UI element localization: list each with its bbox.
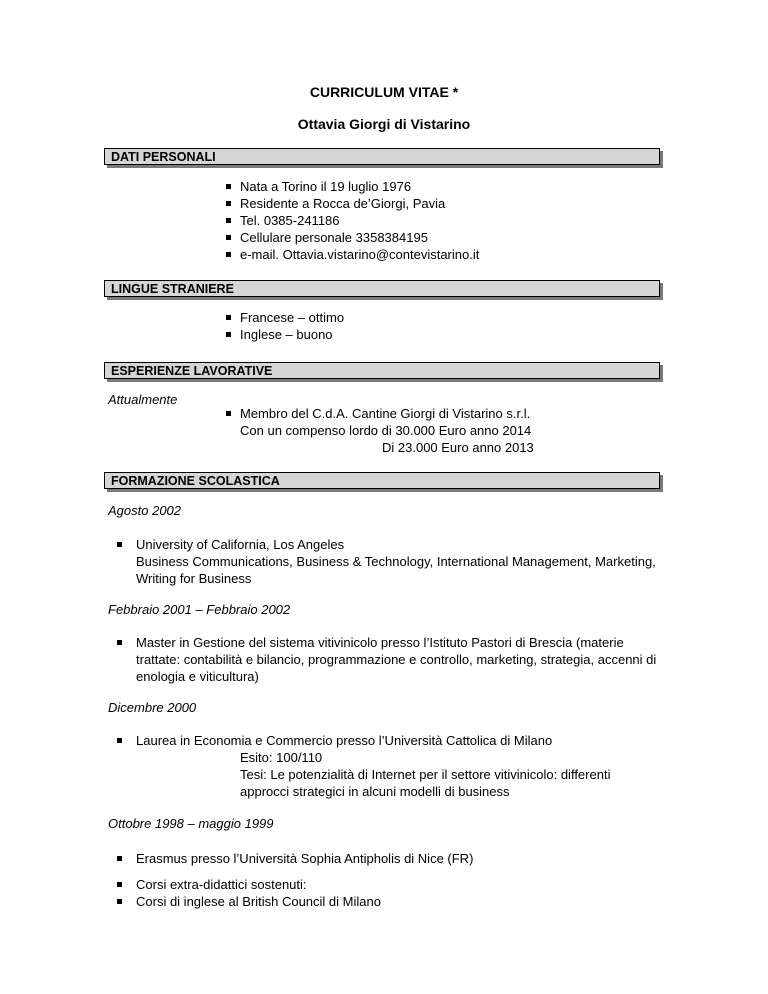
education-line: Business Communications, Business & Technology, International Management, Marketing, [136,554,656,569]
education-tesi: Tesi: Le potenzialità di Internet per il settore vitivinicolo: differenti [240,767,611,782]
bullet-icon [117,882,122,887]
languages-list [226,309,344,343]
bullet-icon [117,542,122,547]
education-line: trattate: contabilità e bilancio, programmazione e controllo, marketing, strategia, accenni di [136,652,657,667]
education-line: Writing for Business [136,571,252,586]
education-line: University of California, Los Angeles [136,537,345,552]
education-date: Ottobre 1998 – maggio 1999 [108,816,274,831]
work-compensation-2013: Di 23.000 Euro anno 2013 [382,440,534,455]
education-line: Laurea in Economia e Commercio presso l’Università Cattolica di Milano [136,733,553,748]
cv-title: CURRICULUM VITAE * [309,84,459,100]
list-item: Cellulare personale 3358384195 [226,229,479,246]
education-date: Agosto 2002 [108,503,182,518]
bullet-icon [117,856,122,861]
bullet-icon [117,738,122,743]
education-esito: Esito: 100/110 [240,750,323,765]
list-item: e-mail. Ottavia.vistarino@contevistarino.it [226,246,479,263]
education-tesi: approcci strategici in alcuni modelli di business [240,784,510,799]
list-item: Membro del C.d.A. Cantine Giorgi di Vistarino s.r.l. [226,405,530,422]
education-line: enologia e viticultura) [136,669,259,684]
extra-course-item: Corsi di inglese al British Council di Milano [136,894,381,909]
personal-list [226,178,479,263]
extra-courses-heading: Corsi extra-didattici sostenuti: [136,877,307,892]
education-line: Erasmus presso l’Università Sophia Antipholis di Nice (FR) [136,851,474,866]
list-item: Residente a Rocca de’Giorgi, Pavia [226,195,479,212]
education-date: Dicembre 2000 [108,700,197,715]
bullet-icon [117,899,122,904]
section-header-education: FORMAZIONE SCOLASTICA [104,472,660,489]
list-item: Tel. 0385-241186 [226,212,479,229]
work-period: Attualmente [108,392,178,407]
section-header-work: ESPERIENZE LAVORATIVE [104,362,660,379]
section-header-personal: DATI PERSONALI [104,148,660,165]
work-compensation-2014: Con un compenso lordo di 30.000 Euro anno 2014 [240,423,532,438]
list-item: Nata a Torino il 19 luglio 1976 [226,178,479,195]
list-item: Inglese – buono [226,326,344,343]
list-item: Francese – ottimo [226,309,344,326]
cv-name: Ottavia Giorgi di Vistarino [297,116,471,132]
section-header-languages: LINGUE STRANIERE [104,280,660,297]
education-date: Febbraio 2001 – Febbraio 2002 [108,602,291,617]
education-line: Master in Gestione del sistema vitivinicolo presso l’Istituto Pastori di Brescia (materie [136,635,624,650]
work-list [226,405,530,422]
bullet-icon [117,640,122,645]
